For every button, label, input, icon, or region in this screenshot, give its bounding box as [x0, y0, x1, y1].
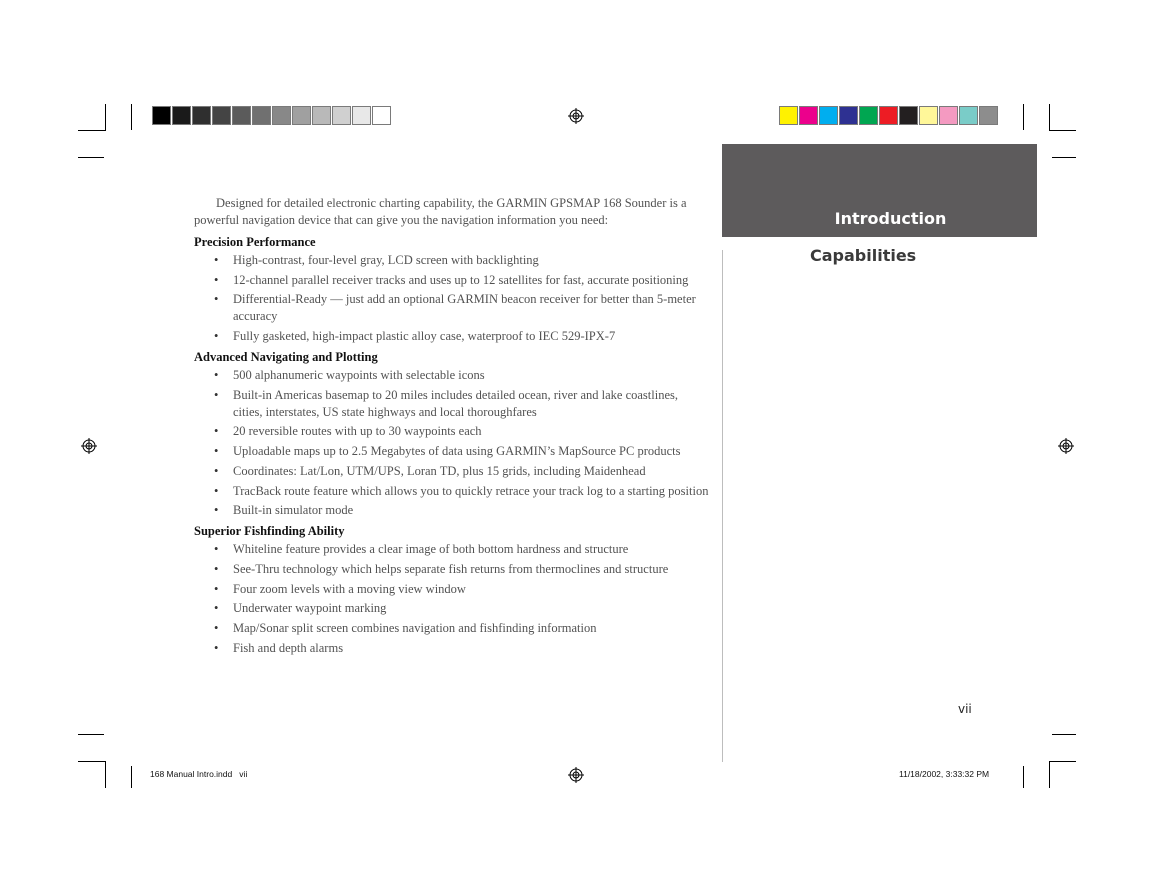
crop-mark: [1049, 761, 1076, 762]
crop-mark: [1049, 130, 1076, 131]
bullet-icon: •: [214, 424, 219, 439]
list-item-text: Whiteline feature provides a clear image of both bottom hardness and structure: [233, 542, 629, 557]
bullet-icon: •: [214, 292, 219, 307]
feature-list: [194, 367, 709, 519]
list-item-text: Uploadable maps up to 2.5 Megabytes of data using GARMIN’s MapSource PC products: [233, 444, 681, 459]
list-item-text: Four zoom levels with a moving view window: [233, 581, 466, 596]
color-swatch: [799, 106, 818, 125]
color-swatch: [312, 106, 331, 125]
list-item: [194, 291, 709, 325]
bullet-icon: •: [214, 601, 219, 616]
column-divider: [722, 250, 723, 762]
process-color-bar: [779, 106, 999, 125]
color-swatch: [899, 106, 918, 125]
list-item: [194, 272, 709, 289]
bullet-icon: •: [214, 640, 219, 655]
color-swatch: [172, 106, 191, 125]
page-number: vii: [958, 702, 972, 716]
feature-sections: [194, 233, 709, 657]
list-item: [194, 600, 709, 617]
bullet-icon: •: [214, 561, 219, 576]
list-item-text: Coordinates: Lat/Lon, UTM/UPS, Loran TD, plus 15 grids, including Maidenhead: [233, 463, 646, 478]
list-item: [194, 463, 709, 480]
crop-mark: [1049, 761, 1050, 788]
color-swatch: [979, 106, 998, 125]
bullet-icon: •: [214, 542, 219, 557]
bullet-icon: •: [214, 463, 219, 478]
bullet-icon: •: [214, 620, 219, 635]
registration-target-icon: [81, 438, 97, 454]
grayscale-color-bar: [152, 106, 392, 125]
list-item-text: 12-channel parallel receiver tracks and uses up to 12 satellites for fast, accurate positioning: [233, 272, 689, 287]
list-item: [194, 423, 709, 440]
crop-mark: [131, 766, 132, 788]
list-item: [194, 387, 709, 421]
list-item-text: Fully gasketed, high-impact plastic alloy case, waterproof to IEC 529-IPX-7: [233, 329, 616, 344]
color-swatch: [959, 106, 978, 125]
list-item: [194, 561, 709, 578]
registration-target-icon: [1058, 438, 1074, 454]
list-item-text: 500 alphanumeric waypoints with selectable icons: [233, 368, 485, 383]
color-swatch: [252, 106, 271, 125]
color-swatch: [859, 106, 878, 125]
list-item-text: High-contrast, four-level gray, LCD screen with backlighting: [233, 253, 539, 267]
list-item-text: 20 reversible routes with up to 30 waypoints each: [233, 424, 482, 439]
crop-mark: [78, 130, 106, 131]
section-heading: Superior Fishfinding Ability: [194, 524, 345, 539]
list-item: [194, 620, 709, 637]
list-item: [194, 443, 709, 460]
crop-mark: [78, 761, 106, 762]
crop-mark: [1023, 766, 1024, 788]
list-item: [194, 367, 709, 384]
color-swatch: [939, 106, 958, 125]
crop-mark: [1049, 104, 1050, 130]
color-swatch: [212, 106, 231, 125]
list-item-text: Built-in simulator mode: [233, 503, 354, 518]
chapter-title: Introduction: [834, 209, 947, 228]
bullet-icon: •: [214, 253, 219, 267]
bullet-icon: •: [214, 329, 219, 344]
list-item-text: Underwater waypoint marking: [233, 601, 387, 616]
section-title: Capabilities: [810, 246, 917, 265]
list-item: [194, 640, 709, 657]
crop-mark: [131, 104, 132, 130]
bullet-icon: •: [214, 581, 219, 596]
list-item: [194, 502, 709, 519]
list-item-text: See-Thru technology which helps separate fish returns from thermoclines and structure: [233, 561, 669, 576]
list-item-text: Map/Sonar split screen combines navigation and fishfinding information: [233, 620, 597, 635]
color-swatch: [779, 106, 798, 125]
section-heading: Advanced Navigating and Plotting: [194, 350, 378, 365]
color-swatch: [192, 106, 211, 125]
feature-list: [194, 541, 709, 656]
color-swatch: [152, 106, 171, 125]
slug-timestamp: 11/18/2002, 3:33:32 PM: [899, 769, 990, 779]
color-swatch: [292, 106, 311, 125]
registration-target-icon: [568, 108, 584, 124]
chapter-tab: [722, 144, 1037, 237]
crop-mark: [1052, 157, 1076, 158]
list-item: [194, 581, 709, 598]
bullet-icon: •: [214, 444, 219, 459]
list-item: [194, 541, 709, 558]
crop-mark: [78, 157, 104, 158]
list-item-text: TracBack route feature which allows you to quickly retrace your track log to a starting position: [233, 483, 709, 498]
section-heading: Precision Performance: [194, 235, 316, 249]
list-item-text: Built-in Americas basemap to 20 miles includes detailed ocean, river and lake coastlines, cities, interstates, US state highways and local thoroughfares: [233, 387, 679, 419]
crop-mark: [78, 734, 104, 735]
color-swatch: [819, 106, 838, 125]
color-swatch: [332, 106, 351, 125]
bullet-icon: •: [214, 387, 219, 402]
crop-mark: [105, 104, 106, 130]
list-item: [194, 328, 709, 345]
registration-target-icon: [568, 767, 584, 783]
color-swatch: [272, 106, 291, 125]
color-swatch: [839, 106, 858, 125]
color-swatch: [372, 106, 391, 125]
bullet-icon: •: [214, 272, 219, 287]
bullet-icon: •: [214, 503, 219, 518]
list-item: [194, 252, 709, 269]
slug-filename: 168 Manual Intro.indd vii: [150, 769, 248, 779]
page-body: [194, 195, 709, 660]
crop-mark: [1023, 104, 1024, 130]
bullet-icon: •: [214, 483, 219, 498]
bullet-icon: •: [214, 368, 219, 383]
color-swatch: [919, 106, 938, 125]
color-swatch: [352, 106, 371, 125]
list-item-text: Differential-Ready — just add an optional GARMIN beacon receiver for better than 5-meter accuracy: [233, 292, 696, 324]
color-swatch: [879, 106, 898, 125]
list-item-text: Fish and depth alarms: [233, 640, 344, 655]
color-swatch: [232, 106, 251, 125]
list-item: [194, 483, 709, 500]
crop-mark: [105, 761, 106, 788]
crop-mark: [1052, 734, 1076, 735]
feature-list: [194, 252, 709, 345]
intro-paragraph: Designed for detailed electronic charting capability, the GARMIN GPSMAP 168 Sounder is a powerful navigation device that can give you the navigation information you need:: [194, 196, 687, 227]
